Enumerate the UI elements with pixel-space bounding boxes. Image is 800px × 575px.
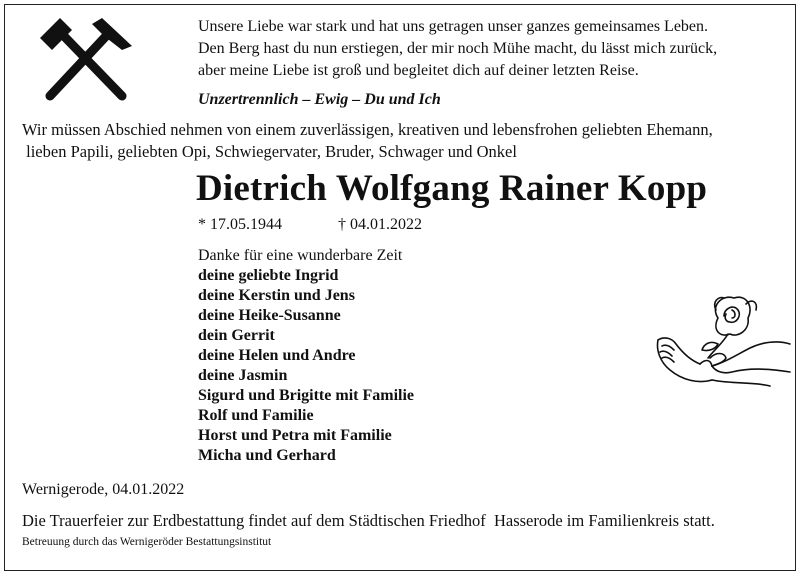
hands-holding-rose-icon (652, 288, 792, 398)
funeral-notice: Die Trauerfeier zur Erdbestattung findet auf dem Städtischen Friedhof Hasserode im Familienkreis statt. (22, 511, 715, 530)
mourner-name: deine Heike-Susanne (198, 307, 341, 324)
death-date: † 04.01.2022 (338, 216, 422, 233)
intro-line: lieben Papili, geliebten Opi, Schwiegervater, Bruder, Schwager und Onkel (22, 142, 517, 161)
intro-line: Wir müssen Abschied nehmen von einem zuverlässigen, kreativen und lebensfrohen geliebten Ehemann, (22, 120, 713, 139)
birth-date: * 17.05.1944 (198, 216, 282, 233)
poem-line: Unsere Liebe war stark und hat uns getragen unser ganzes gemeinsames Leben. (198, 18, 709, 35)
intro-text (22, 119, 792, 163)
mourner-name: Rolf und Familie (198, 407, 314, 424)
poem-line: aber meine Liebe ist groß und begleitet dich auf deiner letzten Reise. (198, 62, 639, 79)
poem-line: Den Berg hast du nun erstiegen, der mir noch Mühe macht, du lässt mich zurück, (198, 40, 718, 57)
mourner-name: deine Kerstin und Jens (198, 287, 355, 304)
undertaker-credit: Betreuung durch das Wernigeröder Bestattungsinstitut (22, 536, 272, 548)
poem (198, 16, 788, 82)
place-and-date: Wernigerode, 04.01.2022 (22, 481, 185, 498)
life-dates (198, 216, 422, 234)
mourners-list (198, 246, 414, 466)
deceased-name: Dietrich Wolfgang Rainer Kopp (196, 168, 708, 209)
mourner-name: Horst und Petra mit Familie (198, 427, 392, 444)
mourner-name: deine Jasmin (198, 367, 288, 384)
mourner-name: deine Helen und Andre (198, 347, 356, 364)
mourner-name: dein Gerrit (198, 327, 275, 344)
mourner-name: deine geliebte Ingrid (198, 267, 339, 284)
hammer-and-pick-icon (38, 18, 134, 102)
mourner-name: Sigurd und Brigitte mit Familie (198, 387, 414, 404)
thanks-line: Danke für eine wunderbare Zeit (198, 247, 403, 264)
mourner-name: Micha und Gerhard (198, 447, 336, 464)
motto: Unzertrennlich – Ewig – Du und Ich (198, 91, 441, 108)
